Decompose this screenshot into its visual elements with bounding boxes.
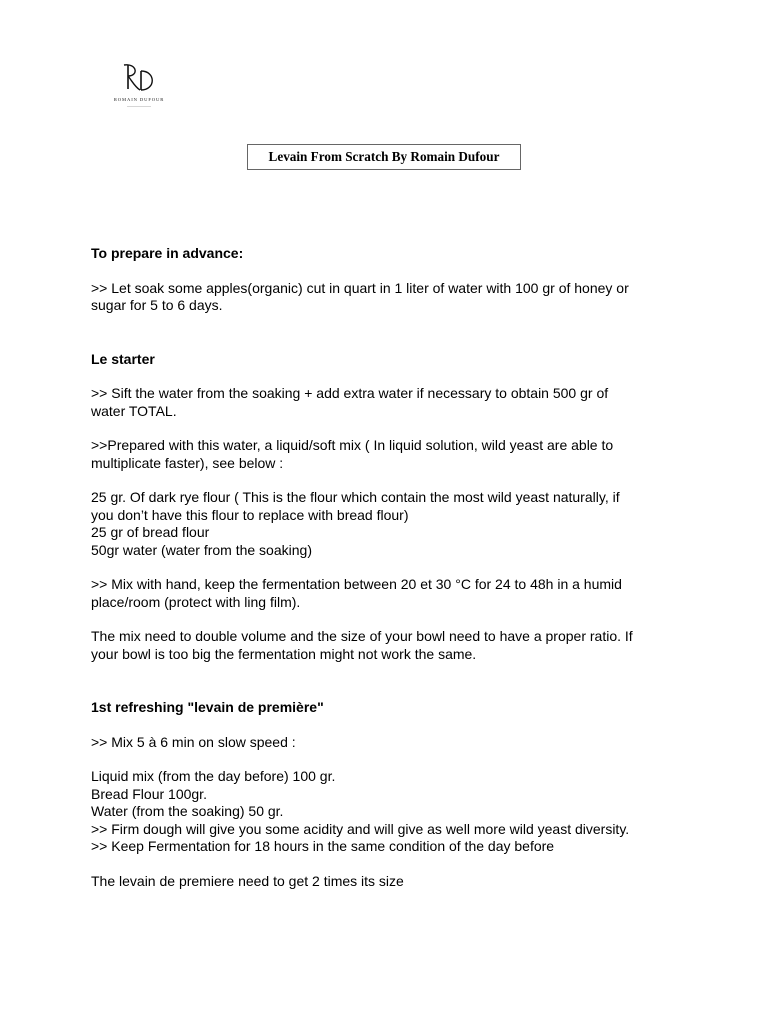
ingredient-line: Bread Flour 100gr. [91,785,207,802]
starter-text-line: place/room (protect with ling film). [91,593,301,610]
document-title: Levain From Scratch By Romain Dufour [247,144,521,170]
ingredient-line: you don’t have this flour to replace with bread flour) [91,506,409,523]
recipe-body [91,245,691,890]
rd-monogram-logo [122,62,156,92]
starter-text-line: >> Sift the water from the soaking + add extra water if necessary to obtain 500 gr of [91,385,609,401]
refresh-text-line: The levain de premiere need to get 2 times its size [91,872,404,889]
starter-text-line: your bowl is too big the fermentation might not work the same. [91,645,477,662]
section-heading-advance: To prepare in advance: [91,245,244,261]
ingredient-line: 25 gr. Of dark rye flour ( This is the flour which contain the most wild yeast naturally, if [91,489,620,505]
refresh-text-line: >> Mix 5 à 6 min on slow speed : [91,733,296,750]
starter-text-line: multiplicate faster), see below : [91,454,284,471]
ingredient-line: 50gr water (water from the soaking) [91,541,312,558]
section-heading-refresh: 1st refreshing "levain de première" [91,699,324,715]
refresh-text-line: >> Keep Fermentation for 18 hours in the same condition of the day before [91,838,555,854]
ingredient-line: Liquid mix (from the day before) 100 gr. [91,768,336,784]
advance-instruction-line: >> Let soak some apples(organic) cut in quart in 1 liter of water with 100 gr of honey or [91,279,629,296]
starter-text-line: >>Prepared with this water, a liquid/soft mix ( In liquid solution, wild yeast are able to [91,437,614,453]
starter-text-line: The mix need to double volume and the size of your bowl need to have a proper ratio. If [91,628,633,644]
section-heading-starter: Le starter [91,350,155,367]
advance-instruction-line: sugar for 5 to 6 days. [91,297,223,313]
starter-text-line: water TOTAL. [91,402,177,419]
logo-brand-name: ROMAIN DUFOUR [113,97,165,102]
starter-text-line: >> Mix with hand, keep the fermentation between 20 et 30 °C for 24 to 48h in a humid [91,576,622,592]
ingredient-line: 25 gr of bread flour [91,524,210,540]
logo-tagline-rule [127,106,151,107]
refresh-text-line: >> Firm dough will give you some acidity and will give as well more wild yeast diversity. [91,820,630,837]
brand-logo [110,62,168,107]
ingredient-line: Water (from the soaking) 50 gr. [91,803,284,819]
